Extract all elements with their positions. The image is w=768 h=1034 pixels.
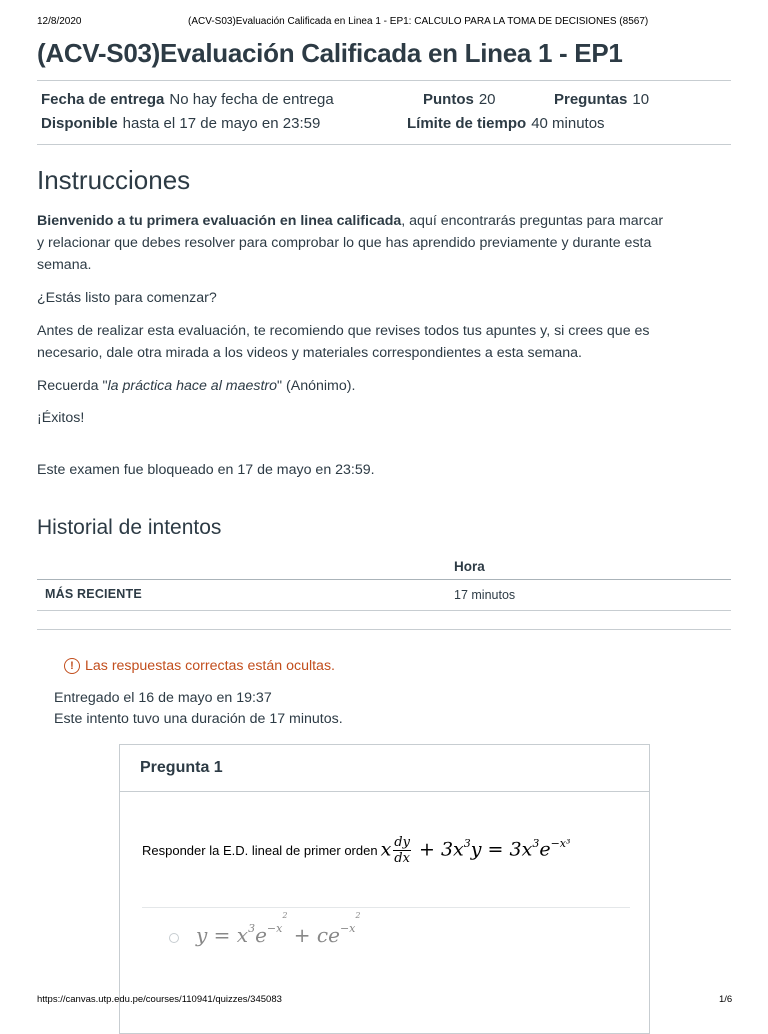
divider xyxy=(37,144,731,145)
due-date-row xyxy=(41,91,334,108)
available-label: Disponible xyxy=(41,115,118,132)
print-date: 12/8/2020 xyxy=(37,16,82,27)
question-card xyxy=(119,744,650,1034)
instructions-text: semana. xyxy=(37,257,92,273)
instructions-paragraph-2: ¿Estás listo para comenzar? xyxy=(37,290,217,306)
time-limit-row xyxy=(407,115,605,132)
available-row xyxy=(41,115,320,132)
question-prompt xyxy=(142,835,570,866)
print-page-title: (ACV-S03)Evaluación Calificada en Linea 1 - EP1: CALCULO PARA LA TOMA DE DECISIONES (8567) xyxy=(188,16,649,27)
instructions-text: y relacionar que debes resolver para comprobar lo que has aprendido previamente y durante esta xyxy=(37,235,652,251)
history-row-label[interactable]: MÁS RECIENTE xyxy=(45,587,142,601)
instructions-text: , aquí encontrarás preguntas para marcar xyxy=(401,213,664,229)
history-heading: Historial de intentos xyxy=(37,516,222,539)
question-prompt-text: Responder la E.D. lineal de primer orden xyxy=(142,843,378,858)
question-equation: x $\frac{dy}{dx}$ + $3x^3y = 3x^3e^{-x^3}$ xyxy=(380,835,571,866)
table-row-divider xyxy=(37,610,731,611)
questions-label: Preguntas xyxy=(554,91,628,108)
instructions-text: necesario, dale otra mirada a los videos y materiales correspondientes a esta semana. xyxy=(37,345,582,361)
table-header-divider xyxy=(37,579,731,580)
points-value: 20 xyxy=(478,91,496,108)
points-row xyxy=(423,91,496,108)
instructions-text: Antes de realizar esta evaluación, te recomiendo que revises todos tus apuntes y, si crees que es xyxy=(37,323,650,339)
question-title: Pregunta 1 xyxy=(120,745,649,792)
questions-value: 10 xyxy=(632,91,650,108)
history-col-hora: Hora xyxy=(454,559,485,574)
instructions-bold: Bienvenido a tu primera evaluación en linea calificada xyxy=(37,213,402,229)
print-page-number: 1/6 xyxy=(719,994,733,1005)
due-value: No hay fecha de entrega xyxy=(169,91,334,108)
instructions-text: Recuerda " xyxy=(37,378,108,394)
answer-divider xyxy=(142,907,630,908)
answers-hidden-warning xyxy=(64,658,335,674)
questions-row xyxy=(554,91,649,108)
duration-text: Este intento tuvo una duración de 17 minutos. xyxy=(54,711,343,727)
instructions-paragraph-4 xyxy=(37,375,737,397)
instructions-paragraph-5: ¡Éxitos! xyxy=(37,410,85,426)
instructions-paragraph-3 xyxy=(37,320,737,364)
history-row-time: 17 minutos xyxy=(454,588,516,602)
quote-italic: la práctica hace al maestro xyxy=(107,378,278,394)
print-url: https://canvas.utp.edu.pe/courses/110941/quizzes/345083 xyxy=(37,994,282,1005)
available-value: hasta el 17 de mayo en 23:59 xyxy=(122,115,321,132)
instructions-heading: Instrucciones xyxy=(37,165,191,195)
warning-text: Las respuestas correctas están ocultas. xyxy=(85,658,335,674)
submitted-text: Entregado el 16 de mayo en 19:37 xyxy=(54,690,272,706)
instructions-paragraph-1 xyxy=(37,210,737,276)
locked-notice: Este examen fue bloqueado en 17 de mayo en 23:59. xyxy=(37,462,375,478)
due-label: Fecha de entrega xyxy=(41,91,165,108)
time-limit-value: 40 minutos xyxy=(531,115,605,132)
instructions-text: " (Anónimo). xyxy=(277,378,356,394)
time-limit-label: Límite de tiempo xyxy=(407,115,527,132)
quiz-title: (ACV-S03)Evaluación Calificada en Linea 1 - EP1 xyxy=(37,38,623,68)
divider xyxy=(37,80,731,81)
points-label: Puntos xyxy=(423,91,474,108)
radio-button-icon[interactable] xyxy=(169,933,179,943)
warning-circle-icon: ! xyxy=(64,658,80,674)
answer-option-1[interactable]: $y = x^3e^{-x^2} + ce^{-x^2}$ xyxy=(196,911,361,947)
divider xyxy=(37,629,731,630)
